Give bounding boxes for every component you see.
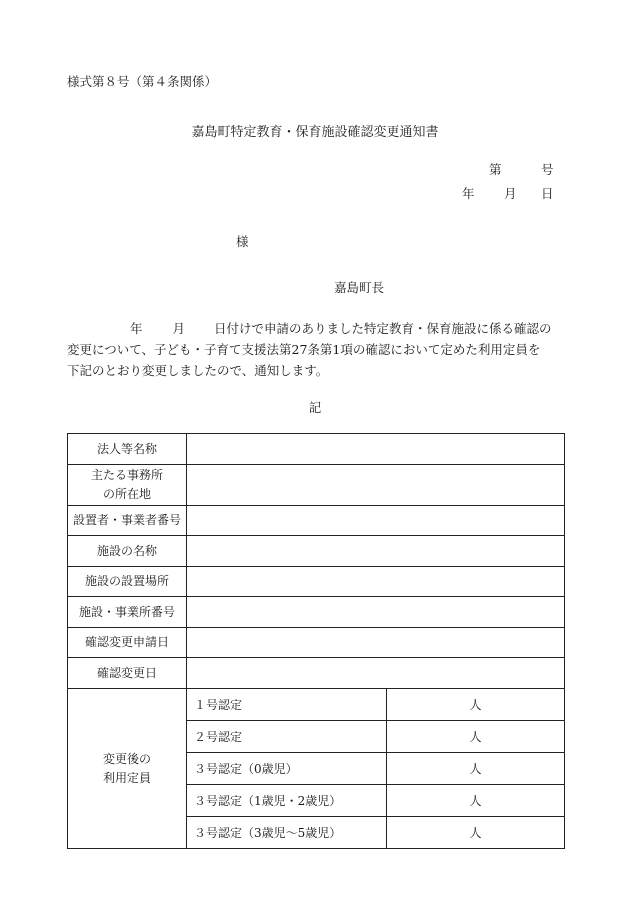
table-row <box>68 465 565 506</box>
facility-number-label: 施設・事業所番号 <box>68 597 187 628</box>
details-table <box>67 433 565 849</box>
operator-number-label: 設置者・事業者番号 <box>68 506 187 536</box>
change-date-label: 確認変更日 <box>68 658 187 689</box>
operator-number-value[interactable] <box>187 506 565 536</box>
capacity-unit: 人 <box>469 826 482 840</box>
capacity-unit: 人 <box>469 698 482 712</box>
facility-location-value[interactable] <box>187 567 565 597</box>
main-office-address-value[interactable] <box>187 465 565 506</box>
capacity-label-line1: 変更後の <box>102 751 151 766</box>
facility-name-label: 施設の名称 <box>68 536 187 567</box>
body-line-2: 変更について、子ども・子育て支援法第27条第1項の確認において定めた利用定員を <box>67 342 541 357</box>
capacity-type-label: ３号認定（3歳児～5歳児） <box>187 817 387 849</box>
body-text <box>67 318 567 381</box>
sender-name: 嘉島町長 <box>334 280 385 295</box>
corporation-name-label: 法人等名称 <box>68 434 187 465</box>
body-line-1-rest: 日付けで申請のありました特定教育・保育施設に係る確認の <box>214 321 552 336</box>
capacity-unit: 人 <box>469 762 482 776</box>
main-office-label-line2: の所在地 <box>102 487 151 501</box>
capacity-unit: 人 <box>469 730 482 744</box>
ki-heading: 記 <box>308 400 322 415</box>
body-month: 月 <box>172 321 186 336</box>
capacity-count-cell[interactable] <box>387 817 565 849</box>
table-row <box>68 689 565 721</box>
capacity-count-cell[interactable] <box>387 721 565 753</box>
table-row <box>68 628 565 658</box>
capacity-label-line2: 利用定員 <box>102 770 151 785</box>
body-line-1 <box>67 318 567 339</box>
doc-number-dai: 第 <box>489 162 502 177</box>
facility-location-label: 施設の設置場所 <box>68 567 187 597</box>
table-row <box>68 567 565 597</box>
change-date-value[interactable] <box>187 658 565 689</box>
body-year: 年 <box>130 321 143 336</box>
date-day: 日 <box>541 186 554 201</box>
recipient-honorific: 様 <box>236 234 249 249</box>
main-office-address-label <box>68 465 187 506</box>
facility-number-value[interactable] <box>187 597 565 628</box>
capacity-type-label: ２号認定 <box>187 721 387 753</box>
capacity-type-label: １号認定 <box>187 689 387 721</box>
table-row <box>68 434 565 465</box>
table-row <box>68 658 565 689</box>
doc-number-go: 号 <box>541 162 554 177</box>
corporation-name-value[interactable] <box>187 434 565 465</box>
capacity-label <box>68 689 187 849</box>
capacity-count-cell[interactable] <box>387 689 565 721</box>
form-number: 様式第８号（第４条関係） <box>67 74 218 89</box>
table-row <box>68 536 565 567</box>
date-month: 月 <box>504 186 517 201</box>
capacity-unit: 人 <box>469 794 482 808</box>
change-application-date-value[interactable] <box>187 628 565 658</box>
capacity-count-cell[interactable] <box>387 753 565 785</box>
capacity-type-label: ３号認定（0歳児） <box>187 753 387 785</box>
facility-name-value[interactable] <box>187 536 565 567</box>
date-year: 年 <box>462 186 475 201</box>
main-office-label-line1: 主たる事務所 <box>90 468 163 482</box>
capacity-type-label: ３号認定（1歳児・2歳児） <box>187 785 387 817</box>
document-title: 嘉島町特定教育・保育施設確認変更通知書 <box>191 125 439 140</box>
change-application-date-label: 確認変更申請日 <box>68 628 187 658</box>
body-line-3: 下記のとおり変更しましたので、通知します。 <box>67 363 329 378</box>
capacity-count-cell[interactable] <box>387 785 565 817</box>
table-row <box>68 506 565 536</box>
table-row <box>68 597 565 628</box>
